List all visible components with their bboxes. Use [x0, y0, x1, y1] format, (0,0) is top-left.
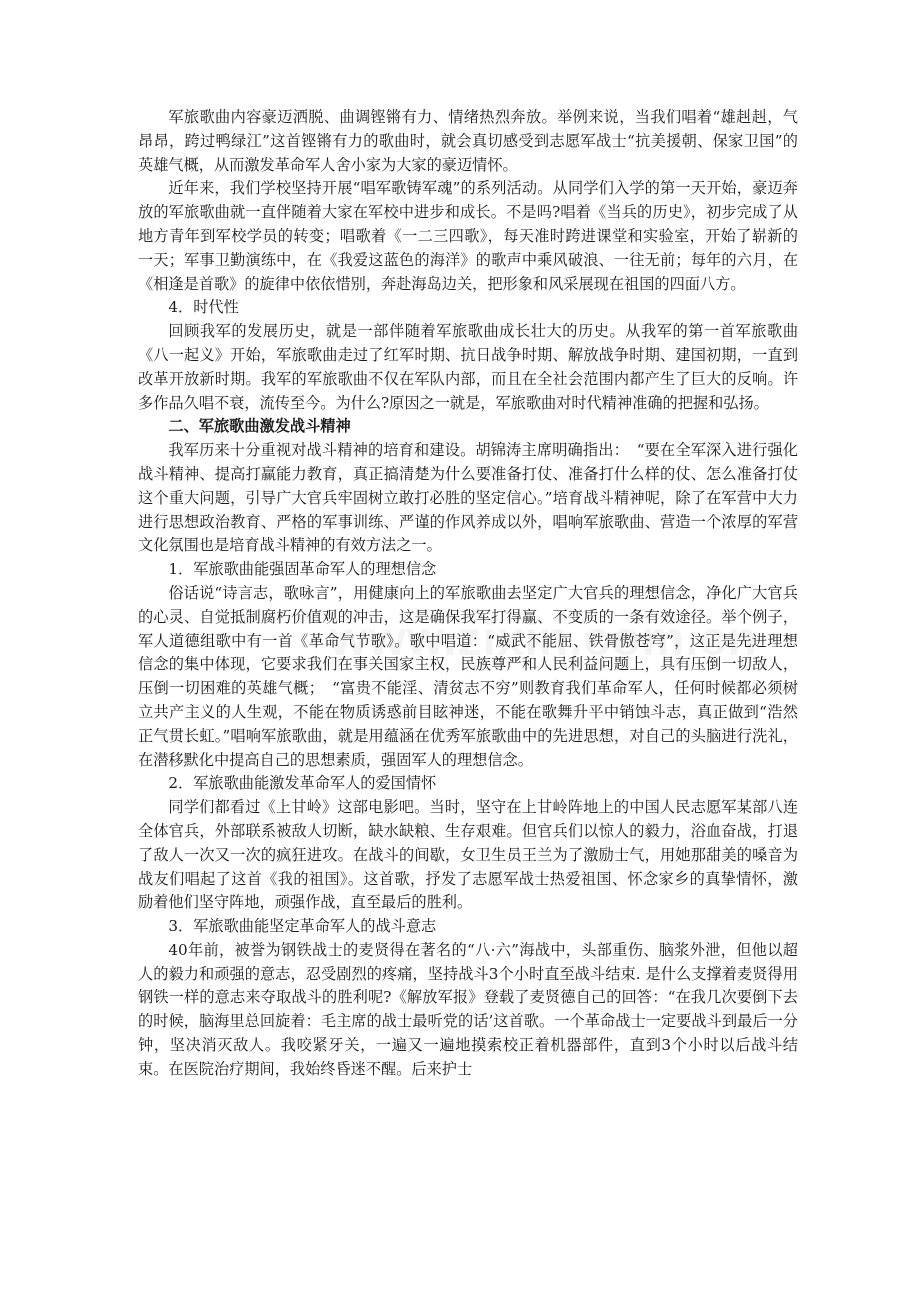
- section-heading-fighting-spirit: 二、军旅歌曲激发战斗精神: [168, 417, 351, 436]
- paragraph-fighting-spirit-cultivation: 我军历来十分重视对战斗精神的培育和建设。胡锦涛主席明确指出： “要在全军深入进行强化战斗精神、提高打赢能力教育，真正搞清楚为什么要准备打仗、准备打什么样的仗、怎么准备打仗这个重大问题，引导广大官兵牢固树立敢打必胜的坚定信心。”培育战斗精神呢，除了在军营中大力进行思想政治教育、严格的军事训练、严谨的作风养成以外，唱响军旅歌曲、营造一个浓厚的军营文化氛围也是培育战斗精神的有效方法之一。: [138, 441, 798, 555]
- subheading-era-character: 4．时代性: [168, 298, 239, 317]
- subheading-patriotism: 2．军旅歌曲能激发革命军人的爱国情怀: [168, 774, 437, 793]
- paragraph-shangganling: 同学们都看过《上甘岭》这部电影吧。当时，坚守在上甘岭阵地上的中国人民志愿军某部八连全体官兵，外部联系被敌人切断，缺水缺粮、生存艰难。但官兵们以惊人的毅力，浴血奋战，打退了敌人一次又一次的疯狂进攻。在战斗的间歇，女卫生员王兰为了激励士气，用她那甜美的嗓音为战友们唱起了这首《我的祖国》。这首歌，抒发了志愿军战士热爱祖国、怀念家乡的真挚情怀，激励着他们坚守阵地，顽强作战，直至最后的胜利。: [138, 798, 798, 912]
- subheading-ideals-beliefs: 1．军旅歌曲能强固革命军人的理想信念: [168, 560, 437, 579]
- document-body: [138, 106, 798, 1082]
- subheading-fighting-will: 3．军旅歌曲能坚定革命军人的战斗意志: [168, 917, 437, 936]
- paragraph-mai-xiande: 40年前，被誉为钢铁战士的麦贤得在著名的“八·六”海战中，头部重伤、脑浆外泄，但他以超人的毅力和顽强的意志，忍受剧烈的疼痛，坚持战斗3个小时直至战斗结束. 是什么支撑着麦贤得用钢铁一样的意志来夺取战斗的胜利呢?《解放军报》登载了麦贤德自己的回答：“在我几次要倒下去的时候，脑海里总回旋着：毛主席的战士最听党的话’这首歌。一个革命战士一定要战斗到最后一分钟，坚决消灭敌人。我咬紧牙关，一遍又一遍地摸索校正着机器部件，直到3个小时以后战斗结束。在医院治疗期间，我始终昏迷不醒。后来护士: [138, 940, 798, 1078]
- paragraph-military-songs-style: 军旅歌曲内容豪迈洒脱、曲调铿锵有力、情绪热烈奔放。举例来说，当我们唱着“雄赳赳，气昂昂，跨过鸭绿江”这首铿锵有力的歌曲时，就会真切感受到志愿军战士“抗美援朝、保家卫国”的英雄气概，从而激发革命军人舍小家为大家的豪迈情怀。: [138, 108, 798, 174]
- paragraph-school-activities: 近年来，我们学校坚持开展“唱军歌铸军魂”的系列活动。从同学们入学的第一天开始，豪迈奔放的军旅歌曲就一直伴随着大家在军校中进步和成长。不是吗?唱着《当兵的历史》，初步完成了从地方青年到军校学员的转变；唱歌着《一二三四歌》，每天准时跨进课堂和实验室，开始了崭新的一天；军事卫勤演练中，在《我爱这蓝色的海洋》的歌声中乘风破浪、一往无前；每年的六月，在《相逢是首歌》的旋律中依依惜别，奔赴海岛边关，把形象和风采展现在祖国的四面八方。: [138, 179, 798, 293]
- paragraph-army-history: 回顾我军的发展历史，就是一部伴随着军旅歌曲成长壮大的历史。从我军的第一首军旅歌曲《八一起义》开始，军旅歌曲走过了红军时期、抗日战争时期、解放战争时期、建国初期，一直到改革开放新时期。我军的军旅歌曲不仅在军队内部，而且在全社会范围内都产生了巨大的反响。许多作品久唱不衰，流传至今。为什么?原因之一就是，军旅歌曲对时代精神准确的把握和弘扬。: [138, 322, 798, 412]
- paragraph-ideals-beliefs: 俗话说“诗言志，歌咏言”，用健康向上的军旅歌曲去坚定广大官兵的理想信念，净化广大官兵的心灵、自觉抵制腐朽价值观的冲击，这是确保我军打得赢、不变质的一条有效途径。举个例子，军人道德组歌中有一首《革命气节歌》。歌中唱道：“威武不能屈、铁骨傲苍穹”，这正是先进理想信念的集中体现，它要求我们在事关国家主权，民族尊严和人民利益问题上，具有压倒一切敌人，压倒一切困难的英雄气概； “富贵不能淫、清贫志不穷”则教育我们革命军人，任何时候都必须树立共产主义的人生观，不能在物质诱惑前目眩神迷，不能在歌舞升平中销蚀斗志，真正做到“浩然正气贯长虹。”唱响军旅歌曲，就是用蕴涵在优秀军旅歌曲中的先进思想，对自己的头脑进行洗礼，在潜移默化中提高自己的思想素质，强固军人的理想信念。: [138, 583, 798, 769]
